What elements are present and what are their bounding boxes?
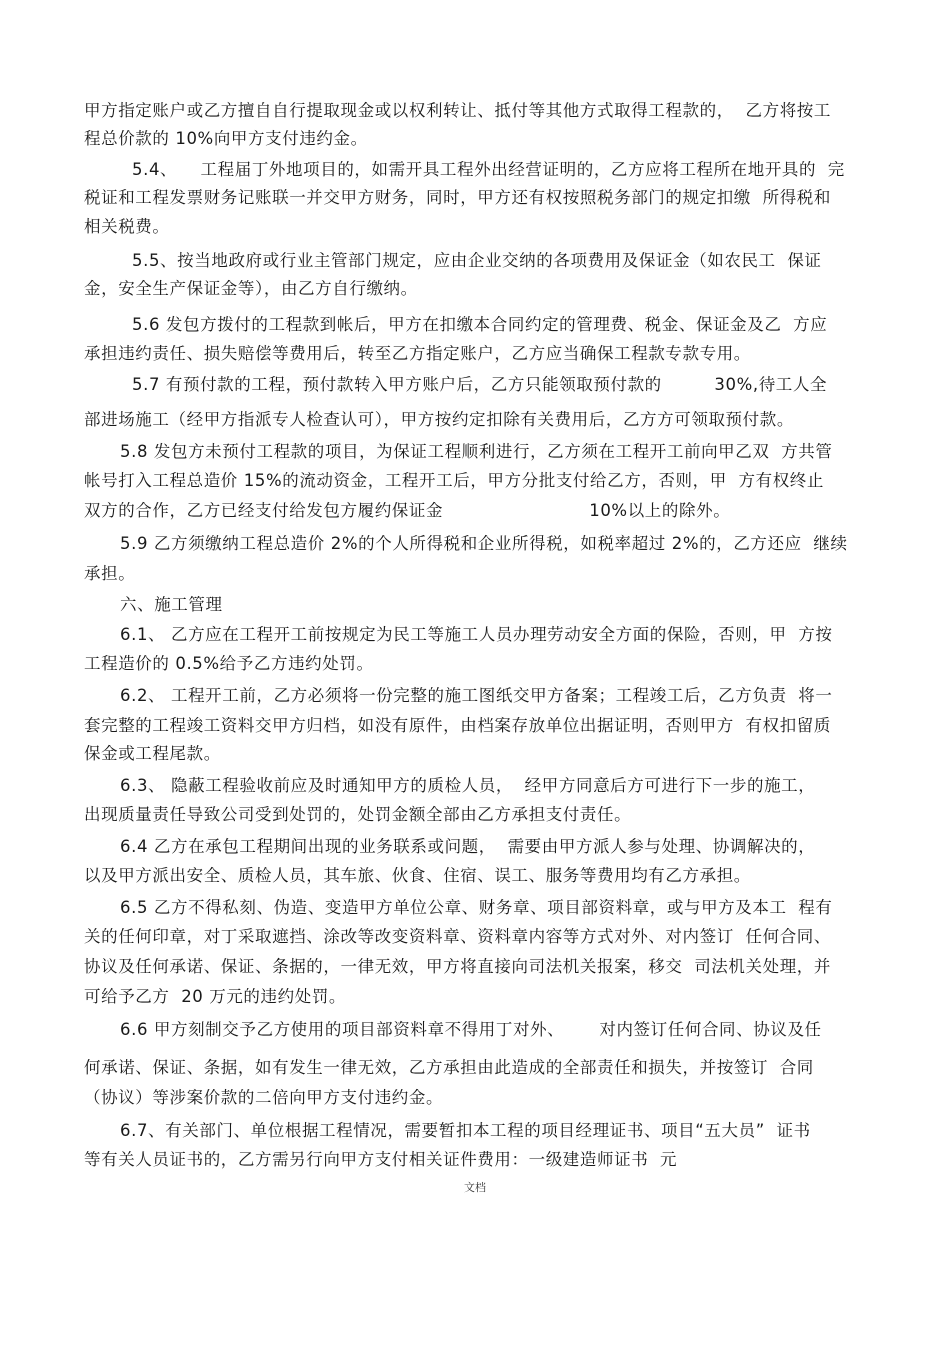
text-line: 等有关人员证书的，乙方需另行向甲方支付相关证件费用：一级建造师证书 元 [84, 1150, 678, 1169]
text-line: 帐号打入工程总造价 15%的流动资金，工程开工后，甲方分批支付给乙方，否则，甲 方有权终止 [84, 471, 825, 490]
text-line: 6.3、 隐蔽工程验收前应及时通知甲方的质检人员， 经甲方同意后方可进行下一步的施工， [120, 776, 816, 795]
text-line: 程总价款的 10%向甲方支付违约金。 [84, 129, 368, 148]
text-line: 承担。 [84, 564, 136, 583]
text-line: 部进场施工（经甲方指派专人检查认可），甲方按约定扣除有关费用后，乙方方可领取预付款。 [84, 410, 794, 429]
text-line: 5.7 有预付款的工程，预付款转入甲方账户后，乙方只能领取预付款的 30%,待工人全 [132, 375, 828, 394]
text-line: 承担违约责任、损失赔偿等费用后，转至乙方指定账户，乙方应当确保工程款专款专用。 [84, 344, 751, 363]
text-line: 5.5、按当地政府或行业主管部门规定，应由企业交纳的各项费用及保证金（如农民工 保证 [132, 251, 822, 270]
page-footer: 文档 [464, 1181, 486, 1194]
text-line: 甲方指定账户或乙方擅自自行提取现金或以权利转让、抵付等其他方式取得工程款的， 乙方将按工 [84, 101, 831, 120]
text-line: 6.1、 乙方应在工程开工前按规定为民工等施工人员办理劳动安全方面的保险，否则，甲 方按 [120, 625, 833, 644]
text-line: 金，安全生产保证金等），由乙方自行缴纳。 [84, 279, 418, 298]
text-line: 6.4 乙方在承包工程期间出现的业务联系或问题， 需要由甲方派人参与处理、协调解决的， [120, 837, 816, 856]
text-line: 保金或工程尾款。 [84, 744, 221, 763]
text-line: 出现质量责任导致公司受到处罚的，处罚金额全部由乙方承担支付责任。 [84, 805, 632, 824]
text-line: 5.9 乙方须缴纳工程总造价 2%的个人所得税和企业所得税，如税率超过 2%的，乙方还应 继续 [120, 534, 848, 553]
text-line: 5.6 发包方拨付的工程款到帐后，甲方在扣缴本合同约定的管理费、税金、保证金及乙 方应 [132, 315, 828, 334]
text-line: 何承诺、保证、条据，如有发生一律无效，乙方承担由此造成的全部责任和损失，并按签订 合同 [84, 1058, 814, 1077]
text-line: 税证和工程发票财务记账联一并交甲方财务，同时，甲方还有权按照税务部门的规定扣缴 所得税和 [84, 188, 831, 207]
text-line: 5.4、 工程届丁外地项目的，如需开具工程外出经营证明的，乙方应将工程所在地开具的 完 [132, 160, 845, 179]
text-line: 6.5 乙方不得私刻、伪造、变造甲方单位公章、财务章、项目部资料章，或与甲方及本工 程有 [120, 898, 833, 917]
text-line: 6.2、 工程开工前，乙方必须将一份完整的施工图纸交甲方备案；工程竣工后，乙方负责 将一 [120, 686, 833, 705]
text-line: 套完整的工程竣工资料交甲方归档，如没有原件，由档案存放单位出据证明，否则甲方 有权扣留质 [84, 716, 831, 735]
text-line: 相关税费。 [84, 217, 170, 236]
text-line: 工程造价的 0.5%给予乙方违约处罚。 [84, 654, 374, 673]
text-line: （协议）等涉案价款的二倍向甲方支付违约金。 [84, 1088, 444, 1107]
text-line: 5.8 发包方未预付工程款的项目，为保证工程顺利进行，乙方须在工程开工前向甲乙双 方共管 [120, 442, 833, 461]
text-line: 6.6 甲方刻制交予乙方使用的项目部资料章不得用丁对外、 对内签订任何合同、协议及任 [120, 1020, 822, 1039]
text-line: 可给予乙方 20 万元的违约处罚。 [84, 987, 347, 1006]
section-heading: 六、施工管理 [120, 595, 223, 614]
text-line: 协议及任何承诺、保证、条据的，一律无效，甲方将直接向司法机关报案，移交 司法机关处理，并 [84, 957, 831, 976]
text-line: 以及甲方派出安全、质检人员，其车旅、伙食、住宿、误工、服务等费用均有乙方承担。 [84, 866, 751, 885]
text-line: 6.7、有关部门、单位根据工程情况，需要暂扣本工程的项目经理证书、项目“五大员” 证书 [120, 1121, 811, 1140]
text-line: 关的任何印章，对丁采取遮挡、涂改等改变资料章、资料章内容等方式对外、对内签订 任何合同、 [84, 927, 831, 946]
text-line: 双方的合作，乙方已经支付给发包方履约保证金 10%以上的除外。 [84, 501, 731, 520]
